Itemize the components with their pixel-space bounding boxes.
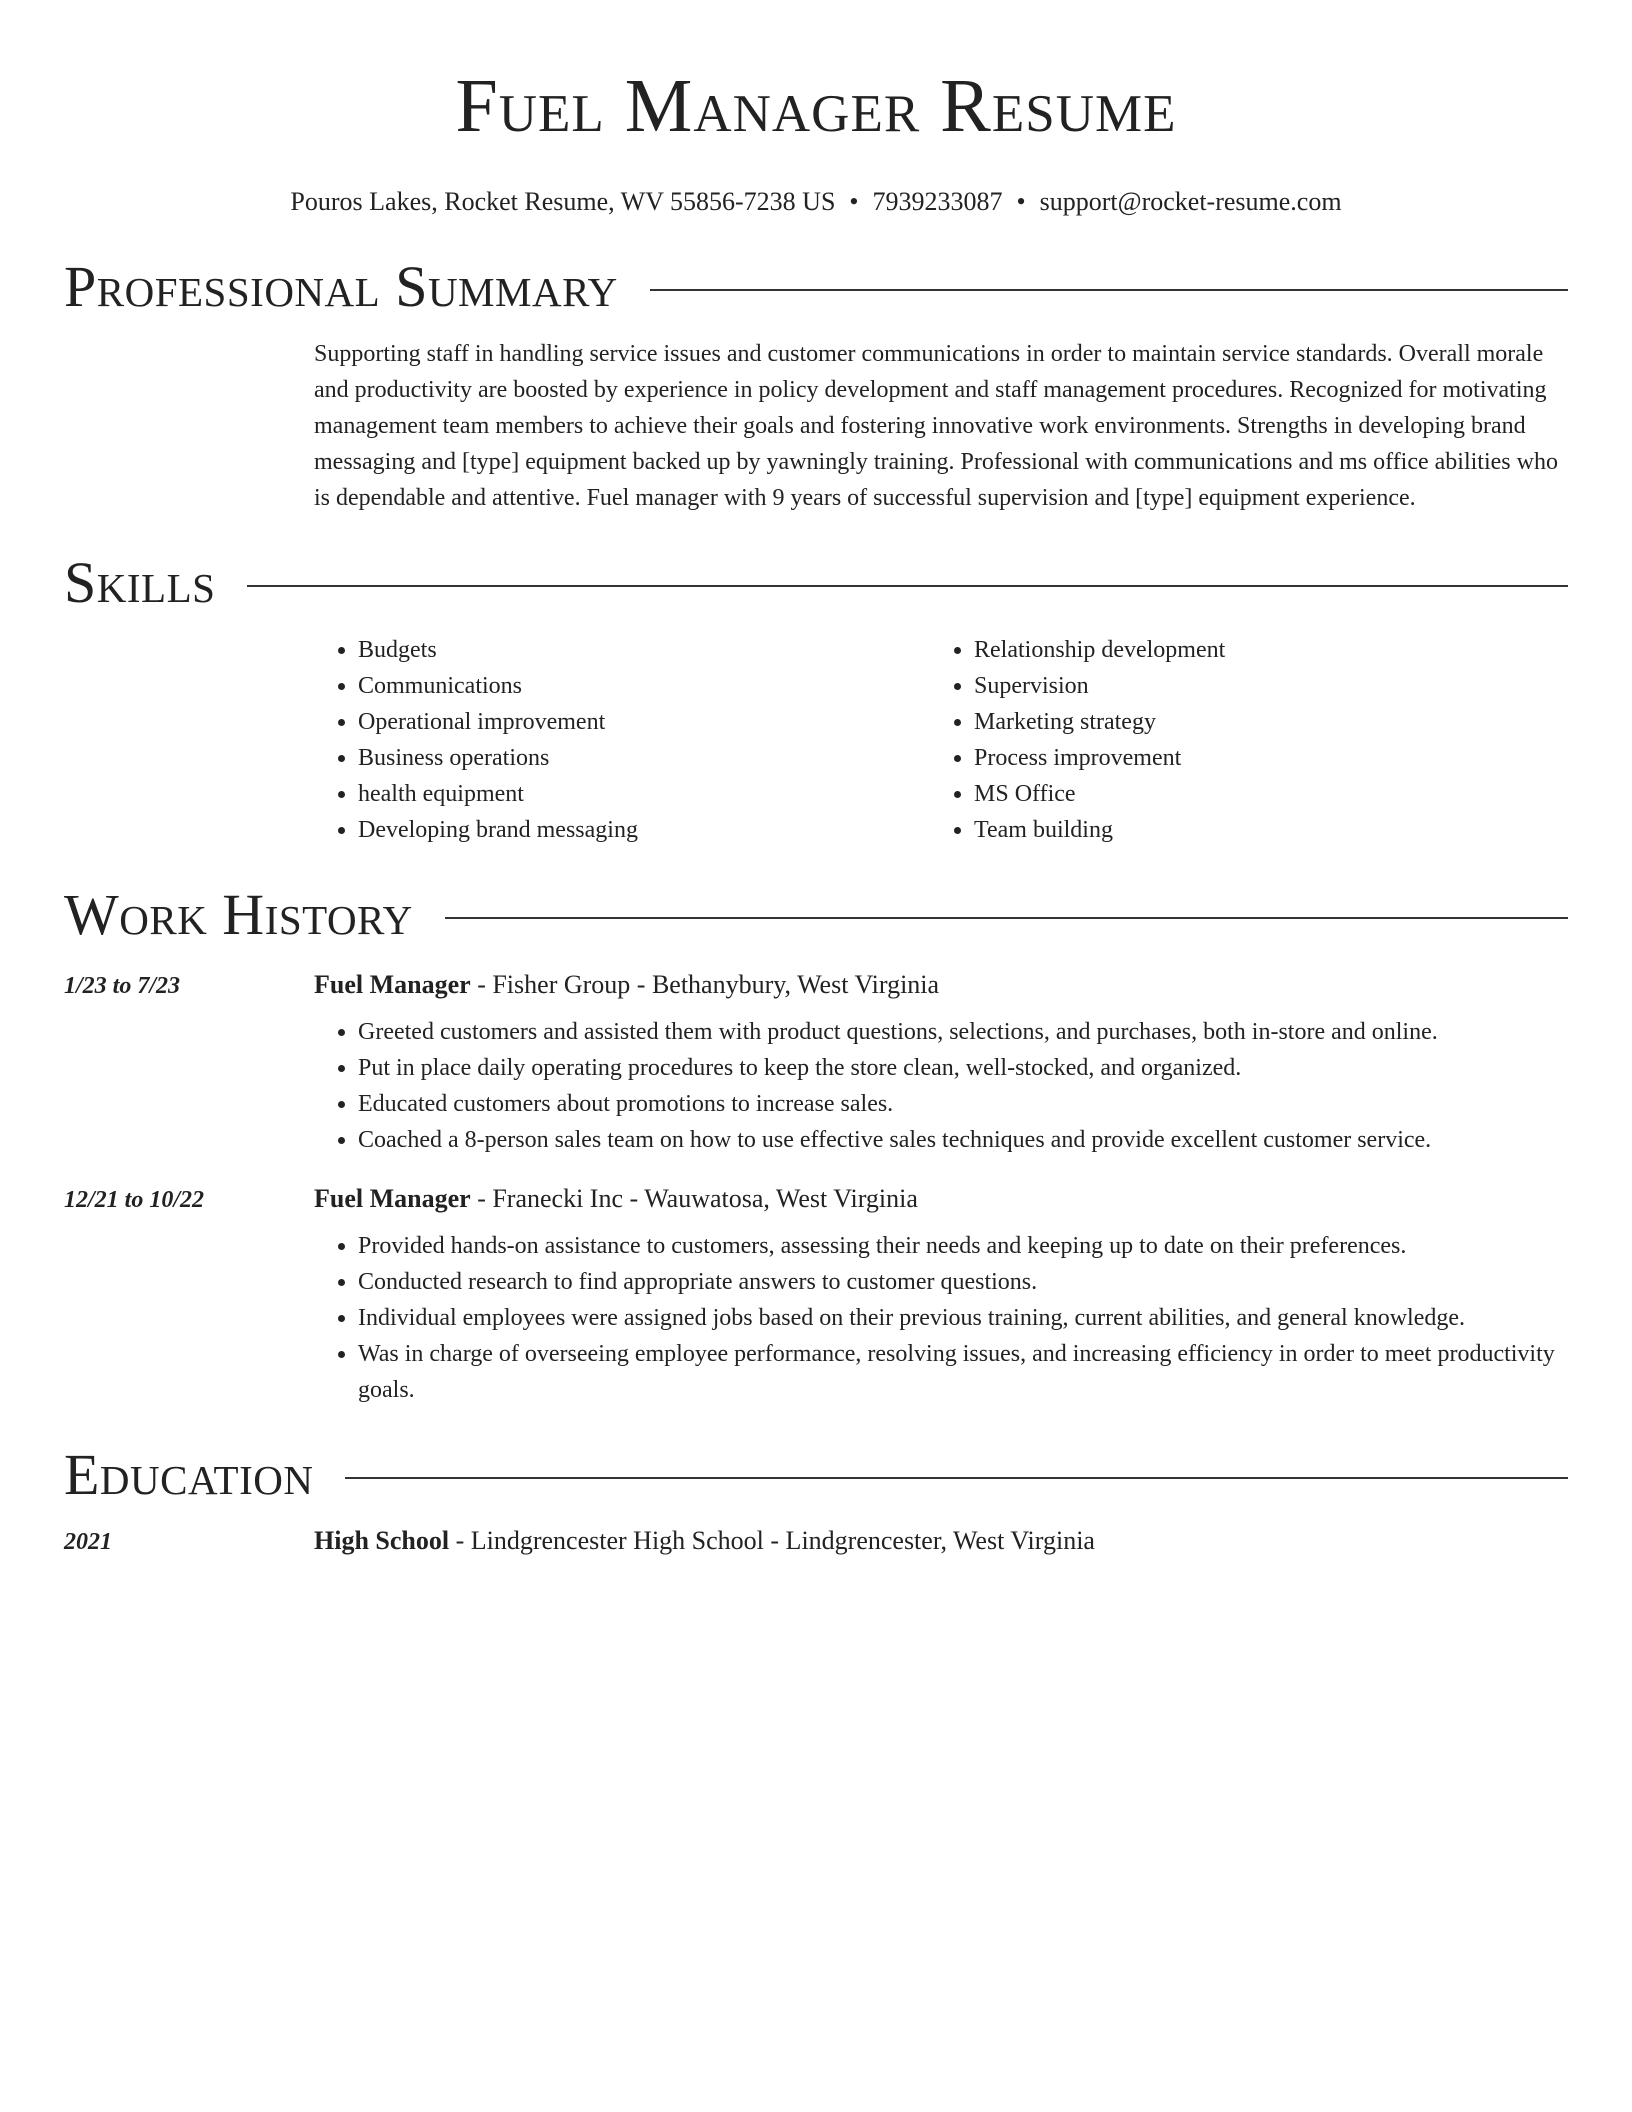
contact-separator: • [1016,187,1026,216]
job-bullet: • Coached a 8-person sales team on how to use effective sales techniques and provide excellent customer service. [358,1122,1568,1158]
job-details: - Franecki Inc - Wauwatosa, West Virginia [470,1184,918,1213]
education-heading: Education [64,1442,314,1507]
education-year: 2021 [64,1529,112,1555]
job-role: Fuel Manager [314,970,471,999]
job-dates: 12/21 to 10/22 [64,1187,205,1213]
job-bullet: • Educated customers about promotions to increase sales. [358,1086,1568,1122]
job-bullet: • Individual employees were assigned jobs based on their previous training, current abilities, and general knowledge. [358,1300,1568,1336]
job-dates: 1/23 to 7/23 [64,973,181,999]
skills-section-header [64,548,1568,618]
contact-email: support@rocket-resume.com [1039,187,1342,216]
contact-address: Pouros Lakes, Rocket Resume, WV 55856-7238 US [290,187,836,216]
section-divider [345,1477,1568,1479]
summary-section-header [64,252,1568,322]
job-bullet: • Provided hands-on assistance to customers, assessing their needs and keeping up to date on their preferences. [358,1228,1568,1264]
skills-heading: Skills [64,550,216,615]
job-details: - Fisher Group - Bethanybury, West Virginia [470,970,940,999]
skill-item: • Budgets [358,632,930,668]
skill-item: • Operational improvement [358,704,930,740]
education-degree: High School [314,1526,450,1555]
job-bullet: • Put in place daily operating procedures to keep the store clean, well-stocked, and organized. [358,1050,1568,1086]
job-title-line [314,1184,918,1214]
job-entry [64,1184,1568,1408]
skill-item: • Team building [974,812,1546,848]
education-row [64,1526,1568,1556]
job-bullets [314,1228,1568,1408]
education-line [314,1526,1095,1556]
summary-heading: Professional Summary [64,254,618,319]
summary-text: Supporting staff in handling service issues and customer communications in order to maintain service standards. Overall morale and productivity are boosted by experience in policy development and staff management procedures. Recognized for motivating management team members to achieve their goals and fostering innovative work environments. Strengths in developing brand messaging and [type] equipment backed up by yawningly training. Professional with communications and ms office abilities who is dependable and attentive. Fuel manager with 9 years of successful supervision and [type] equipment experience. [314,341,1558,511]
skill-item: • Communications [358,668,930,704]
contact-separator: • [849,187,859,216]
skill-item: • health equipment [358,776,930,812]
job-bullet: • Was in charge of overseeing employee performance, resolving issues, and increasing efficiency in order to meet productivity goals. [358,1336,1568,1408]
section-divider [445,917,1568,919]
contact-line [64,184,1568,220]
section-divider [247,585,1568,587]
work-heading: Work History [64,882,413,947]
job-bullets [314,1014,1568,1158]
skill-item: • Relationship development [974,632,1546,668]
job-header [64,970,1568,1000]
skills-column-right [930,632,1546,848]
job-entry [64,970,1568,1158]
contact-phone: 7939233087 [872,187,1003,216]
job-title-line [314,970,939,1000]
skill-item: • Supervision [974,668,1546,704]
skill-item: • Process improvement [974,740,1546,776]
job-bullet: • Conducted research to find appropriate answers to customer questions. [358,1264,1568,1300]
skill-item: • Developing brand messaging [358,812,930,848]
education-details: - Lindgrencester High School - Lindgrencester, West Virginia [449,1526,1095,1555]
job-header [64,1184,1568,1214]
section-divider [650,289,1568,291]
resume-title: Fuel Manager Resume [455,64,1177,148]
education-entry [64,1526,1568,1556]
skill-item: • Business operations [358,740,930,776]
work-section-header [64,880,1568,950]
skill-item: • Marketing strategy [974,704,1546,740]
education-section-header [64,1440,1568,1510]
job-role: Fuel Manager [314,1184,471,1213]
skills-list [314,632,1568,848]
job-bullet: • Greeted customers and assisted them with product questions, selections, and purchases, both in-store and online. [358,1014,1568,1050]
skills-column-left [314,632,930,848]
skill-item: • MS Office [974,776,1546,812]
